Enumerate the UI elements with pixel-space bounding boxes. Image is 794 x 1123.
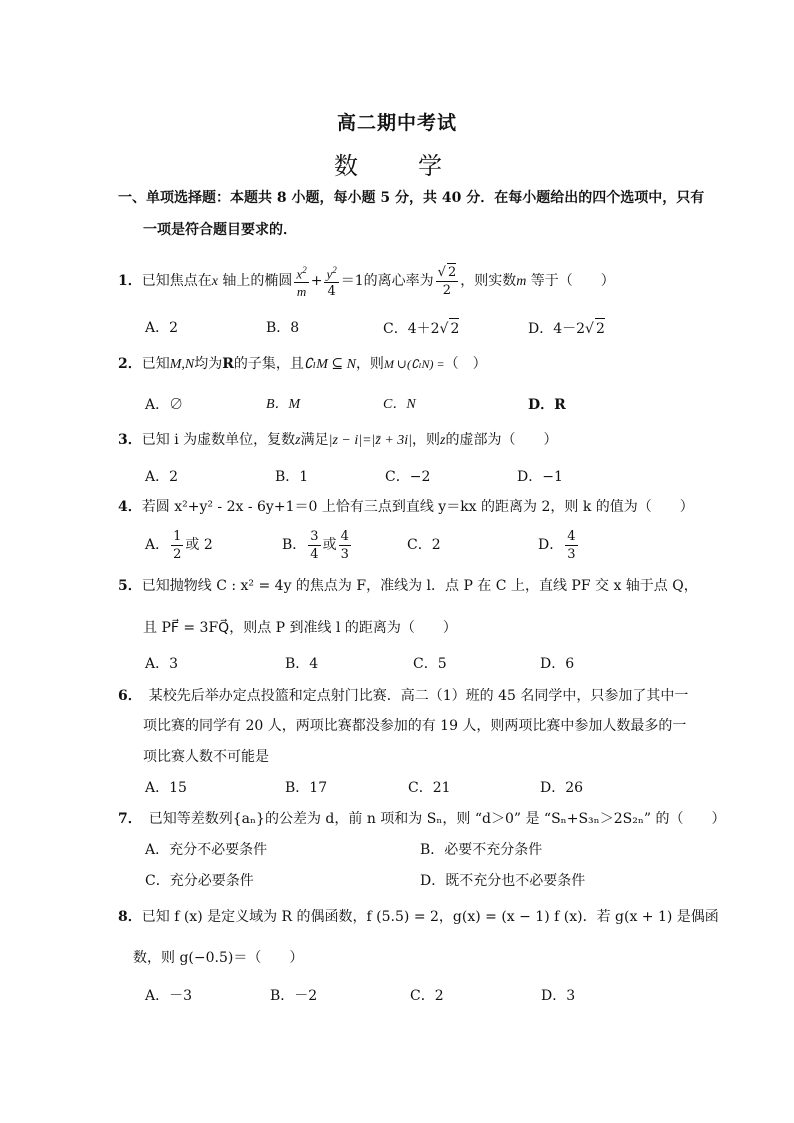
question-text: 轴上的椭圆	[217, 273, 293, 290]
question-text: 均为	[194, 356, 223, 372]
fraction-sqrt2-2: $\frac{√ 2}{2}$	[437, 265, 457, 299]
math-var: R	[222, 356, 234, 372]
question-text: 等于（ ）	[526, 273, 615, 290]
question-number: 8．	[118, 909, 142, 925]
question-number: 7．	[118, 811, 135, 827]
option-c: C．充分必要条件	[145, 873, 254, 889]
section-label: 一、单项选择题：	[118, 190, 230, 206]
question-1: 1．已知焦点在x 轴上的椭圆 $\frac{x^2}{m}$ + $\frac{y^2}{4}$ ＝1的离心率为 $\frac{√ 2}{2}$ ，则实数m 等于（ ）	[118, 262, 615, 301]
subject-title: 数 学	[334, 152, 460, 180]
option-a: A．2	[145, 320, 179, 336]
option-b: B．17	[285, 780, 328, 796]
option-a: A．2	[145, 469, 179, 485]
option-d: D． $\frac{4}{3}$	[538, 528, 576, 562]
math-var: M,N	[169, 357, 195, 372]
math-var: z	[295, 433, 301, 448]
question-8	[118, 907, 719, 927]
question-2	[118, 354, 487, 375]
option-d: D．−1	[517, 469, 563, 485]
section-intro-line2: 一项是符合题目要求的．	[143, 222, 297, 238]
option-c: C．4＋2√ 2	[383, 318, 459, 339]
option-a: A．15	[145, 780, 187, 796]
option-b: B．M	[266, 397, 301, 412]
option-a: A．充分不必要条件	[145, 842, 268, 858]
question-text: 已知	[141, 356, 170, 372]
option-c: C．−2	[385, 469, 431, 485]
question-4	[118, 497, 694, 517]
option-d: D．既不充分也不必要条件	[420, 873, 586, 889]
option-a: A．3	[145, 656, 179, 672]
question-number: 3．	[118, 432, 142, 448]
question-3	[118, 430, 557, 451]
section-intro: 本题共 8 小题，每小题 5 分，共 40 分．在每小题给出的四个选项中，只有	[230, 190, 705, 206]
option-b: B． $\frac{3}{4}$ 或 $\frac{4}{3}$	[282, 528, 349, 562]
question-text: 已知 i 为虚数单位，复数	[141, 432, 296, 448]
question-number: 4．	[118, 499, 142, 515]
question-6	[118, 686, 688, 706]
option-c: C．2	[407, 537, 441, 553]
fraction-x2-m: $\frac{x^2}{m}$	[294, 262, 308, 300]
question-text: 的虚部为（ ）	[445, 432, 558, 448]
question-5	[118, 576, 698, 596]
option-a: A．∅	[145, 397, 184, 413]
option-b: B．4	[285, 656, 319, 672]
math-expr: M ∪(∁ₗN) =	[383, 357, 445, 371]
option-b: B．必要不充分条件	[420, 842, 543, 858]
math-expr: |z − i|=|z̄ + 3i|	[328, 433, 413, 448]
question-text: （ ）	[444, 356, 487, 372]
question-6-line3: 项比赛人数不可能是	[143, 749, 269, 765]
question-number: 2．	[118, 356, 142, 372]
section-header	[118, 188, 704, 208]
question-number: 6．	[118, 688, 135, 704]
question-text: 已知焦点在	[141, 273, 212, 290]
question-text: 的子集，且	[233, 356, 304, 372]
math-expr: ∁ₗM ⊆ N	[303, 357, 356, 372]
question-text: 已知 f (x) 是定义域为 R 的偶函数，f (5.5) = 2，g(x) = (x − 1) f (x)．若 g(x + 1) 是偶函	[141, 909, 719, 925]
question-text: 已知等差数列{aₙ}的公差为 d，前 n 项和为 Sₙ，则 “d＞0” 是 “Sₙ+S₃ₙ＞2S₂ₙ” 的（ ）	[134, 811, 726, 827]
question-number: 1．	[118, 273, 142, 290]
question-text: ，则实数	[460, 273, 517, 290]
question-text: ，则	[355, 356, 384, 372]
option-d: D．3	[541, 988, 576, 1004]
exam-title: 高二期中考试	[336, 112, 457, 134]
question-6-line2: 项比赛的同学有 20 人，两项比赛都没参加的有 19 人，则两项比赛中参加人数最多的一	[143, 718, 687, 734]
math-var: z	[440, 433, 446, 448]
question-text: 某校先后举办定点投篮和定点射门比赛．高二（1）班的 45 名同学中，只参加了其中一	[134, 688, 689, 704]
question-text: ，则	[412, 432, 441, 448]
question-8-line2: 数，则 g(−0.5)＝（ ）	[133, 950, 304, 966]
question-5-line2: 且 PF⃗ = 3FQ⃗，则点 P 到准线 l 的距离为（ ）	[143, 620, 457, 636]
option-d: D．6	[540, 656, 575, 672]
option-a: A．－3	[145, 988, 193, 1004]
option-b: B．－2	[270, 988, 318, 1004]
option-c: C．2	[410, 988, 444, 1004]
math-var: x	[211, 274, 218, 290]
option-b: B．1	[275, 469, 309, 485]
option-d: D．4－2√ 2	[528, 318, 605, 339]
option-a: A． $\frac{1}{2}$ 或 2	[145, 528, 213, 562]
math-var: m	[516, 274, 527, 290]
question-number: 5．	[118, 578, 142, 594]
question-7	[118, 809, 726, 829]
question-text: ＝1的离心率为	[340, 273, 434, 290]
fraction-y2-4: $\frac{y^2}{4}$	[324, 262, 338, 300]
question-text: 满足	[300, 432, 329, 448]
option-d: D．R	[528, 397, 566, 413]
option-c: C．N	[383, 397, 416, 412]
option-d: D．26	[540, 780, 584, 796]
question-text: 若圆 x²+y² - 2x - 6y+1＝0 上恰有三点到直线 y＝kx 的距离为 2，则 k 的值为（ ）	[141, 499, 694, 515]
question-text: 已知抛物线 C : x² = 4y 的焦点为 F，准线为 l．点 P 在 C 上，直线 PF 交 x 轴于点 Q，	[141, 578, 698, 594]
option-c: C．5	[413, 656, 447, 672]
option-b: B．8	[266, 320, 300, 336]
option-c: C．21	[408, 780, 451, 796]
